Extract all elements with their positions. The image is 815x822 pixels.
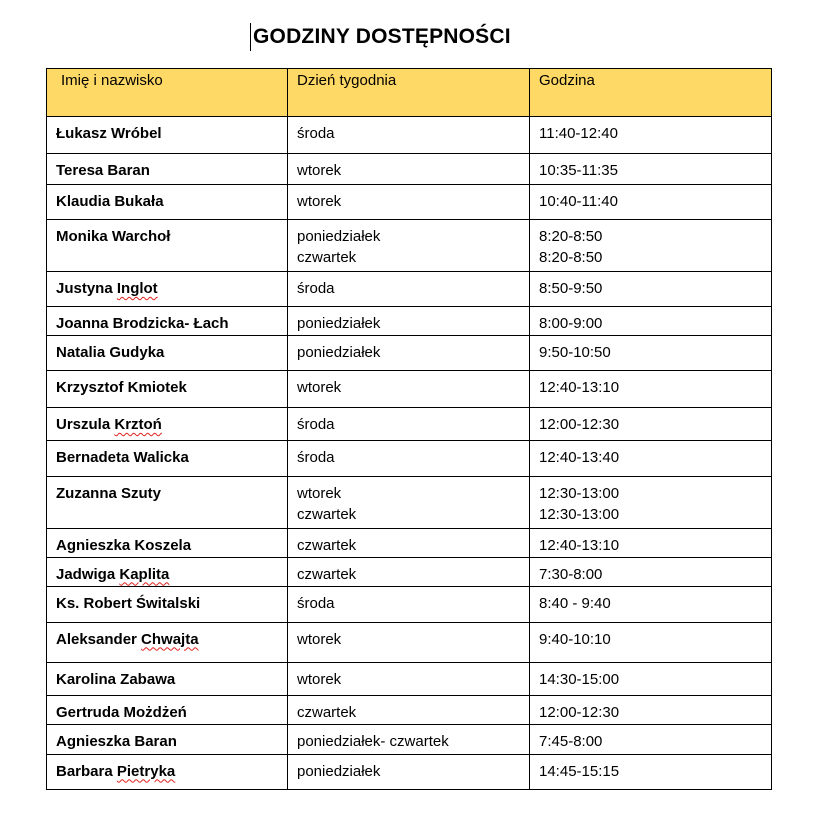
person-name: Krzysztof Kmiotek (56, 379, 187, 396)
person-name-cell[interactable] (47, 477, 288, 529)
hour-cell[interactable] (530, 754, 772, 789)
table-row (47, 586, 772, 622)
person-name-cell[interactable] (47, 586, 288, 622)
availability-table (46, 68, 772, 790)
weekday-cell[interactable] (288, 662, 530, 695)
hour-cell[interactable] (530, 154, 772, 185)
weekday-text: środa (297, 594, 335, 612)
hour-cell[interactable] (530, 272, 772, 307)
hour-text: 12:30-13:00 (539, 505, 620, 523)
weekday-cell[interactable] (288, 185, 530, 220)
person-name-cell[interactable] (47, 154, 288, 185)
weekday-text: czwartek (297, 565, 357, 583)
hour-text: 9:40-10:10 (539, 630, 611, 648)
hour-cell[interactable] (530, 371, 772, 408)
person-name-cell[interactable] (47, 272, 288, 307)
hour-cell[interactable] (530, 529, 772, 558)
person-name: Gertruda Możdżeń (56, 703, 187, 721)
weekday-text: poniedziałek- czwartek (297, 732, 449, 750)
person-name-cell[interactable] (47, 371, 288, 408)
header-day[interactable]: Dzień tygodnia (288, 69, 530, 117)
weekday-cell[interactable] (288, 477, 530, 529)
person-name: Łukasz Wróbel (56, 125, 162, 142)
hour-text: 8:00-9:00 (539, 315, 603, 332)
person-name-cell[interactable] (47, 117, 288, 154)
weekday-text: czwartek (297, 703, 357, 721)
weekday-cell[interactable] (288, 529, 530, 558)
table-header-row (47, 69, 772, 117)
hour-text: 14:45-15:15 (539, 762, 620, 780)
hour-cell[interactable] (530, 408, 772, 441)
weekday-text: czwartek (297, 537, 357, 554)
weekday-cell[interactable] (288, 307, 530, 336)
table-row (47, 695, 772, 724)
person-name-cell[interactable] (47, 724, 288, 754)
hour-text: 7:45-8:00 (539, 732, 603, 750)
person-name: Karolina Zabawa (56, 670, 176, 688)
hour-cell[interactable] (530, 220, 772, 272)
weekday-cell[interactable] (288, 117, 530, 154)
hour-cell[interactable] (530, 622, 772, 662)
table-row (47, 272, 772, 307)
person-name: Zuzanna Szuty (56, 485, 162, 502)
hour-cell[interactable] (530, 336, 772, 371)
person-name-cell[interactable] (47, 662, 288, 695)
person-name-cell[interactable] (47, 622, 288, 662)
table-row (47, 662, 772, 695)
person-surname-spellcheck: Pietryka (116, 762, 176, 780)
person-name-cell[interactable] (47, 557, 288, 586)
table-row (47, 336, 772, 371)
person-name: Klaudia Bukała (56, 193, 164, 210)
hour-cell[interactable] (530, 307, 772, 336)
table-row (47, 529, 772, 558)
person-surname-spellcheck: Krztoń (114, 416, 162, 433)
weekday-cell[interactable] (288, 441, 530, 477)
table-row (47, 622, 772, 662)
person-surname-spellcheck: Kaplita (119, 565, 170, 583)
table-row (47, 117, 772, 154)
weekday-text: środa (297, 125, 335, 142)
weekday-text: wtorek (297, 162, 342, 179)
weekday-cell[interactable] (288, 695, 530, 724)
person-surname-spellcheck: Inglot (116, 280, 158, 297)
weekday-text: czwartek (297, 505, 357, 523)
person-name: Monika Warchoł (56, 228, 171, 245)
weekday-text: wtorek (297, 485, 342, 502)
weekday-text: czwartek (297, 248, 357, 266)
weekday-text: poniedziałek (297, 228, 381, 245)
person-name-cell[interactable] (47, 695, 288, 724)
hour-cell[interactable] (530, 441, 772, 477)
person-name: Jadwiga (56, 565, 120, 583)
person-name-cell[interactable] (47, 336, 288, 371)
hour-cell[interactable] (530, 557, 772, 586)
hour-cell[interactable] (530, 185, 772, 220)
table-row (47, 220, 772, 272)
person-name-cell[interactable] (47, 307, 288, 336)
weekday-text: środa (297, 449, 335, 466)
table-row (47, 477, 772, 529)
hour-text: 12:00-12:30 (539, 416, 620, 433)
person-name: Urszula (56, 416, 115, 433)
weekday-cell[interactable] (288, 220, 530, 272)
header-name[interactable]: Imię i nazwisko (47, 69, 288, 117)
person-name: Agnieszka Baran (56, 732, 177, 750)
person-name: Teresa Baran (56, 162, 150, 179)
hour-text: 12:00-12:30 (539, 703, 620, 721)
text-cursor (250, 23, 251, 51)
person-name: Justyna (56, 280, 117, 297)
weekday-cell[interactable] (288, 154, 530, 185)
document-title[interactable]: GODZINY DOSTĘPNOŚCI (253, 25, 511, 48)
table-row (47, 154, 772, 185)
weekday-text: poniedziałek (297, 762, 381, 780)
weekday-text: środa (297, 280, 335, 297)
table-row (47, 754, 772, 789)
weekday-cell[interactable] (288, 408, 530, 441)
hour-cell[interactable] (530, 695, 772, 724)
person-name: Ks. Robert Świtalski (56, 594, 201, 612)
weekday-text: wtorek (297, 193, 342, 210)
weekday-cell[interactable] (288, 272, 530, 307)
weekday-cell[interactable] (288, 622, 530, 662)
person-name: Joanna Brodzicka- Łach (56, 315, 229, 332)
person-name-cell[interactable] (47, 441, 288, 477)
table-row (47, 185, 772, 220)
person-name-cell[interactable] (47, 408, 288, 441)
hour-cell[interactable] (530, 586, 772, 622)
hour-cell[interactable] (530, 724, 772, 754)
hour-text: 12:40-13:10 (539, 537, 620, 554)
weekday-text: wtorek (297, 630, 342, 648)
hour-text: 8:50-9:50 (539, 280, 603, 297)
weekday-text: poniedziałek (297, 315, 381, 332)
hour-text: 14:30-15:00 (539, 670, 620, 688)
person-name-cell[interactable] (47, 754, 288, 789)
table-row (47, 408, 772, 441)
hour-text: 12:40-13:10 (539, 379, 620, 396)
hour-cell[interactable] (530, 662, 772, 695)
person-name-cell[interactable] (47, 185, 288, 220)
table-row (47, 557, 772, 586)
person-name: Agnieszka Koszela (56, 537, 192, 554)
weekday-cell[interactable] (288, 336, 530, 371)
weekday-text: środa (297, 416, 335, 433)
person-name: Bernadeta Walicka (56, 449, 189, 466)
hour-text: 9:50-10:50 (539, 344, 611, 361)
person-surname-spellcheck: Chwajta (141, 630, 199, 648)
person-name-cell[interactable] (47, 529, 288, 558)
hour-cell[interactable] (530, 117, 772, 154)
weekday-cell[interactable] (288, 724, 530, 754)
hour-text: 11:40-12:40 (539, 125, 618, 142)
hour-text: 12:30-13:00 (539, 485, 620, 502)
table-row (47, 307, 772, 336)
person-name: Barbara (56, 762, 117, 780)
weekday-cell[interactable] (288, 557, 530, 586)
hour-text: 7:30-8:00 (539, 565, 603, 583)
table-row (47, 724, 772, 754)
hour-text: 12:40-13:40 (539, 449, 620, 466)
weekday-cell[interactable] (288, 371, 530, 408)
header-hour[interactable]: Godzina (530, 69, 772, 117)
hour-text: 10:40-11:40 (539, 193, 618, 210)
person-name-cell[interactable] (47, 220, 288, 272)
weekday-text: wtorek (297, 670, 342, 688)
table-row (47, 441, 772, 477)
person-name: Aleksander (56, 630, 142, 648)
weekday-cell[interactable] (288, 754, 530, 789)
hour-cell[interactable] (530, 477, 772, 529)
person-name: Natalia Gudyka (56, 344, 165, 361)
hour-text: 8:40 - 9:40 (539, 594, 611, 612)
hour-text: 8:20-8:50 (539, 248, 603, 266)
hour-text: 8:20-8:50 (539, 228, 603, 245)
title-area (250, 22, 511, 52)
weekday-cell[interactable] (288, 586, 530, 622)
table-row (47, 371, 772, 408)
weekday-text: poniedziałek (297, 344, 381, 361)
hour-text: 10:35-11:35 (539, 162, 618, 179)
weekday-text: wtorek (297, 379, 342, 396)
